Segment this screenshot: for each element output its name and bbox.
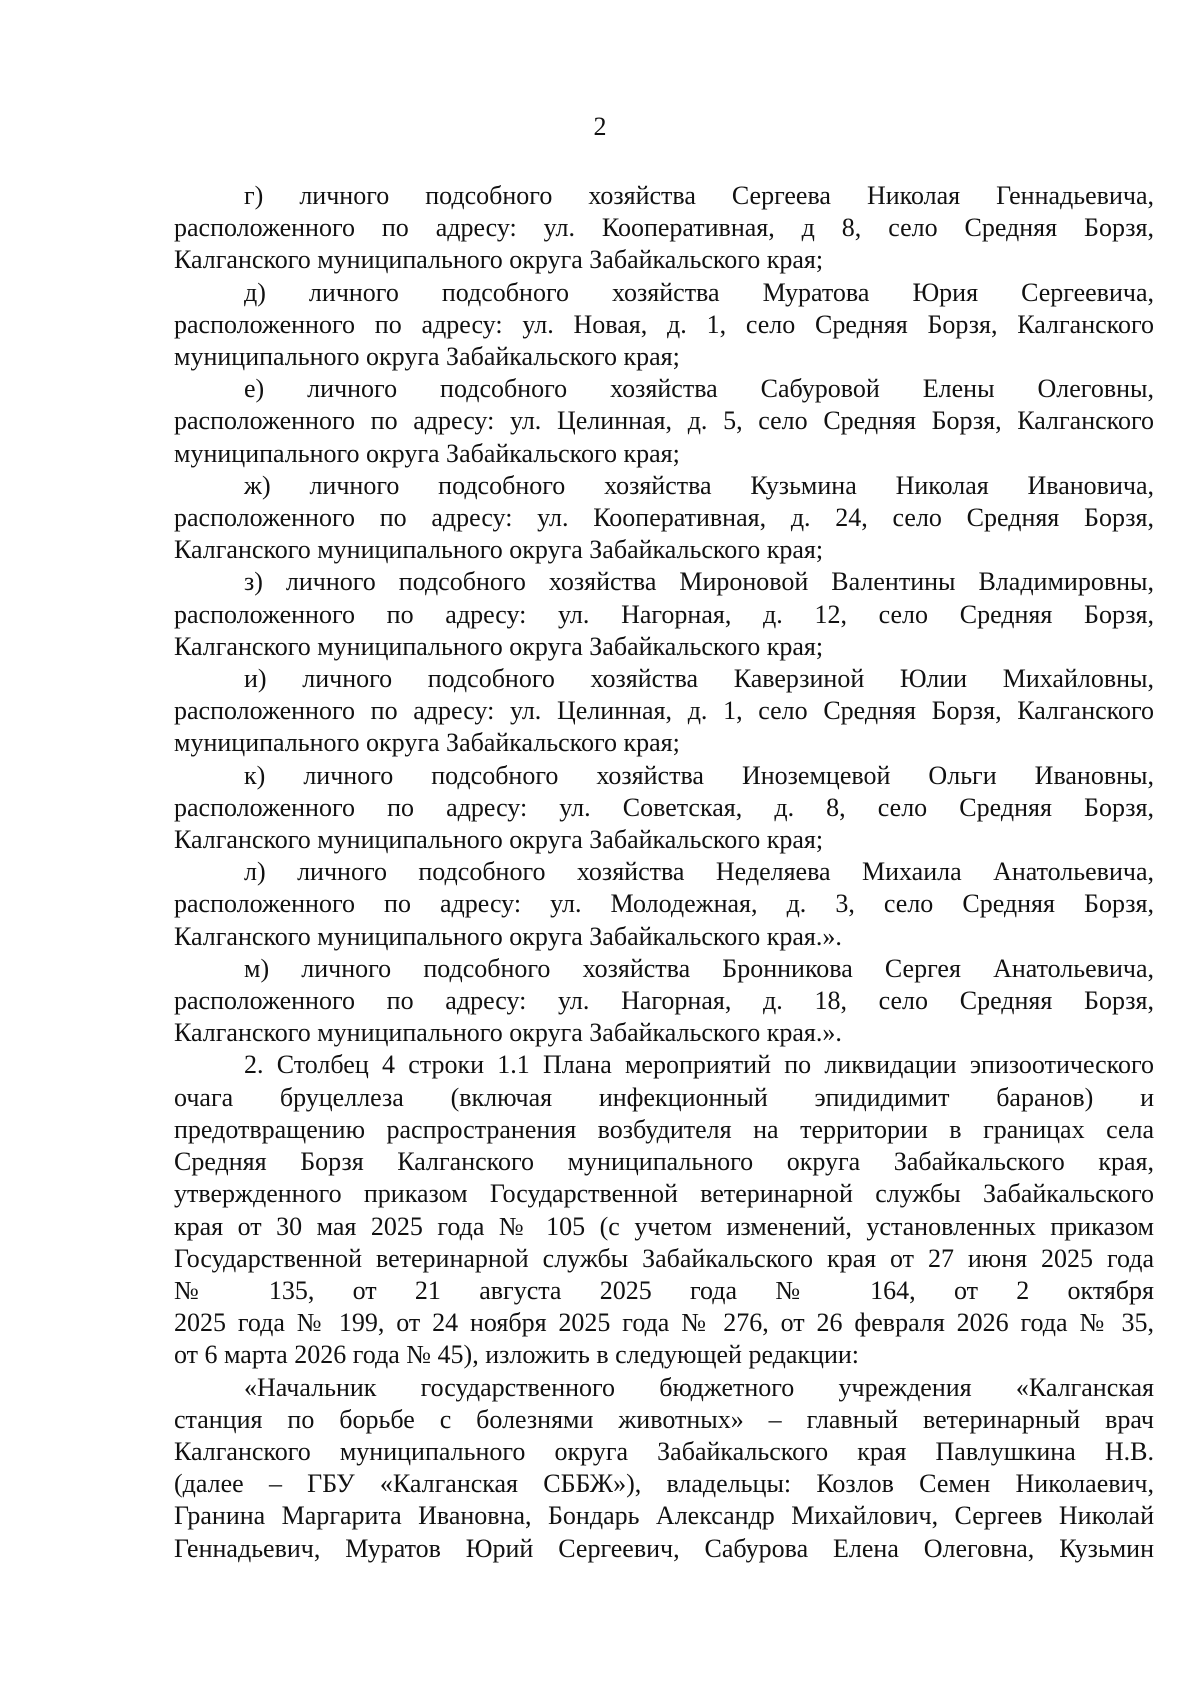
text-line: е) личного подсобного хозяйства Сабуровой Елены Олеговны,	[244, 374, 1154, 404]
text-line: Калганского муниципального округа Забайкальского края;	[174, 535, 824, 565]
text-line: расположенного по адресу: ул. Молодежная, д. 3, село Средняя Борзя,	[174, 889, 1154, 919]
text-line: Калганского муниципального округа Забайкальского края.».	[174, 921, 842, 951]
paragraph	[174, 760, 1154, 857]
text-line: л) личного подсобного хозяйства Неделяева Михаила Анатольевича,	[244, 857, 1154, 887]
paragraph	[174, 1372, 1154, 1565]
paragraph	[174, 663, 1154, 760]
text-line: Гранина Маргарита Ивановна, Бондарь Александр Михайлович, Сергеев Николай	[174, 1501, 1154, 1531]
page-number: 2	[593, 112, 607, 141]
text-line: д) личного подсобного хозяйства Муратова Юрия Сергеевича,	[244, 277, 1154, 307]
paragraph	[174, 856, 1154, 953]
text-line: расположенного по адресу: ул. Новая, д. 1, село Средняя Борзя, Калганского	[174, 309, 1154, 339]
paragraph	[174, 180, 1154, 277]
text-line: расположенного по адресу: ул. Кооперативная, д. 24, село Средняя Борзя,	[174, 503, 1154, 533]
text-line: к) личного подсобного хозяйства Иноземцевой Ольги Ивановны,	[244, 760, 1154, 790]
text-line: Калганского муниципального округа Забайкальского края Павлушкина Н.В.	[174, 1436, 1154, 1466]
text-line: Государственной ветеринарной службы Забайкальского края от 27 июня 2025 года	[174, 1243, 1154, 1273]
text-line: утвержденного приказом Государственной ветеринарной службы Забайкальского	[174, 1179, 1154, 1209]
text-line: расположенного по адресу: ул. Нагорная, д. 12, село Средняя Борзя,	[174, 599, 1154, 629]
paragraph	[174, 566, 1154, 663]
text-line: Калганского муниципального округа Забайкальского края;	[174, 631, 824, 661]
text-line: «Начальник государственного бюджетного учреждения «Калганская	[244, 1372, 1154, 1402]
text-line: очага бруцеллеза (включая инфекционный эпидидимит баранов) и	[174, 1082, 1154, 1112]
text-line: 2025 года № 199, от 24 ноября 2025 года № 276, от 26 февраля 2026 года № 35,	[174, 1308, 1154, 1338]
text-line: расположенного по адресу: ул. Целинная, д. 1, село Средняя Борзя, Калганского	[174, 696, 1154, 726]
text-line: муниципального округа Забайкальского края;	[174, 728, 680, 758]
paragraph	[174, 953, 1154, 1050]
document-body	[174, 180, 1154, 1565]
text-line: Калганского муниципального округа Забайкальского края.».	[174, 1018, 842, 1048]
paragraph	[174, 277, 1154, 374]
text-line: муниципального округа Забайкальского края;	[174, 438, 680, 468]
text-line: ж) личного подсобного хозяйства Кузьмина Николая Ивановича,	[244, 470, 1154, 500]
text-line: и) личного подсобного хозяйства Каверзиной Юлии Михайловны,	[244, 664, 1154, 694]
text-line: (далее – ГБУ «Калганская СББЖ»), владельцы: Козлов Семен Николаевич,	[174, 1469, 1154, 1499]
text-line: расположенного по адресу: ул. Советская, д. 8, село Средняя Борзя,	[174, 792, 1154, 822]
text-line: расположенного по адресу: ул. Целинная, д. 5, село Средняя Борзя, Калганского	[174, 406, 1154, 436]
text-line: Геннадьевич, Муратов Юрий Сергеевич, Сабурова Елена Олеговна, Кузьмин	[174, 1533, 1154, 1563]
text-line: расположенного по адресу: ул. Нагорная, д. 18, село Средняя Борзя,	[174, 986, 1154, 1016]
text-line: края от 30 мая 2025 года № 105 (с учетом изменений, установленных приказом	[174, 1211, 1154, 1241]
text-line: Калганского муниципального округа Забайкальского края;	[174, 825, 824, 855]
paragraph	[174, 1049, 1154, 1371]
paragraph	[174, 470, 1154, 567]
text-line: 2. Столбец 4 строки 1.1 Плана мероприятий по ликвидации эпизоотического	[244, 1050, 1154, 1080]
text-line: з) личного подсобного хозяйства Мироновой Валентины Владимировны,	[244, 567, 1154, 597]
text-line: г) личного подсобного хозяйства Сергеева Николая Геннадьевича,	[244, 181, 1154, 210]
text-line: № 135, от 21 августа 2025 года № 164, от 2 октября	[174, 1275, 1154, 1305]
text-line: расположенного по адресу: ул. Кооперативная, д 8, село Средняя Борзя,	[174, 213, 1154, 243]
text-line: станция по борьбе с болезнями животных» – главный ветеринарный врач	[174, 1404, 1154, 1434]
text-line: Калганского муниципального округа Забайкальского края;	[174, 245, 824, 275]
text-line: от 6 марта 2026 года № 45), изложить в следующей редакции:	[174, 1340, 860, 1370]
text-line: Средняя Борзя Калганского муниципального округа Забайкальского края,	[174, 1147, 1154, 1177]
text-line: предотвращению распространения возбудителя на территории в границах села	[174, 1114, 1154, 1144]
text-line: муниципального округа Забайкальского края;	[174, 342, 680, 372]
paragraph	[174, 373, 1154, 470]
text-line: м) личного подсобного хозяйства Бронникова Сергея Анатольевича,	[244, 953, 1154, 983]
